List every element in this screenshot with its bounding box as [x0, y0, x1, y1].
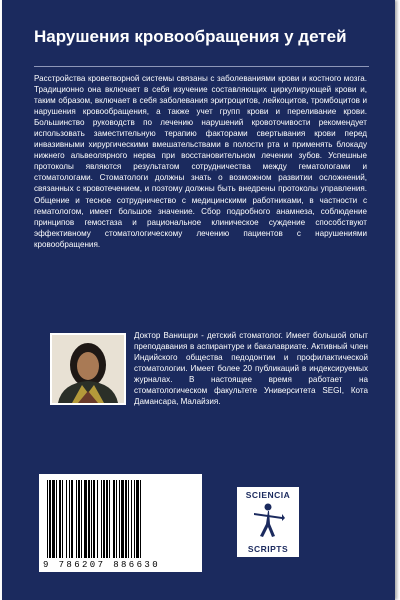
- publisher-logo: [237, 487, 299, 557]
- title-divider: [34, 66, 369, 67]
- author-photo: [50, 333, 126, 405]
- isbn-barcode: [39, 474, 202, 572]
- isbn-number: 9 786207 886630: [43, 560, 161, 570]
- book-title: Нарушения кровообращения у детей: [34, 27, 347, 46]
- barcode-icon: [45, 480, 196, 560]
- book-description: Расстройства кроветворной системы связаны с заболеваниями крови и костного мозга. Традиционно она включает в себя изучение составляющих циркулирующей крови и, таким образом, включает в себя заболевания эритроцитов, лейкоцитов, тромбоцитов и нарушения кровообращения, а также учет групп крови и переливание крови. Большинство руководств по лечению нарушений кровоточивости рекомендует использовать заместительную терапию факторами свертывания крови перед инвазивными хирургическими вмешательствами в полости рта и применять блокаду нижнего альвеолярного нерва при восстановительном лечении зубов. Успешные протоколы являются результатом сотрудничества между гематологами и стоматологами. Стоматологи должны знать о возможном развитии осложнений, связанных с кровотечением, и поэтому должны быть внедрены протоколы управления. Общение и тесное сотрудничество с медицинскими работниками, в частности с гематологом, имеет большое значение. Сбор подробного анамнеза, соблюдение принципов гемостаза и рациональное клиническое суждение способствуют эффективному стоматологическому лечению пациентов с нарушениями кровообращения.: [34, 74, 367, 249]
- book-back-cover: [2, 0, 395, 600]
- author-bio: Доктор Ванишри - детский стоматолог. Имеет большой опыт преподавания в аспирантуре и бакалавриате. Активный член Индийского общества педодонтии и профилактической стоматологии. Имеет более 20 публикаций в индексируемых журналах. В настоящее время работает на стоматологическом факультете Университета SEGI, Кота Дамансара, Малайзия.: [134, 331, 368, 407]
- publisher-figure-icon: [250, 502, 286, 542]
- publisher-logo-bottom: SCRIPTS: [247, 544, 289, 554]
- author-section: [34, 330, 369, 405]
- publisher-logo-top: SCIENCIA: [245, 490, 291, 500]
